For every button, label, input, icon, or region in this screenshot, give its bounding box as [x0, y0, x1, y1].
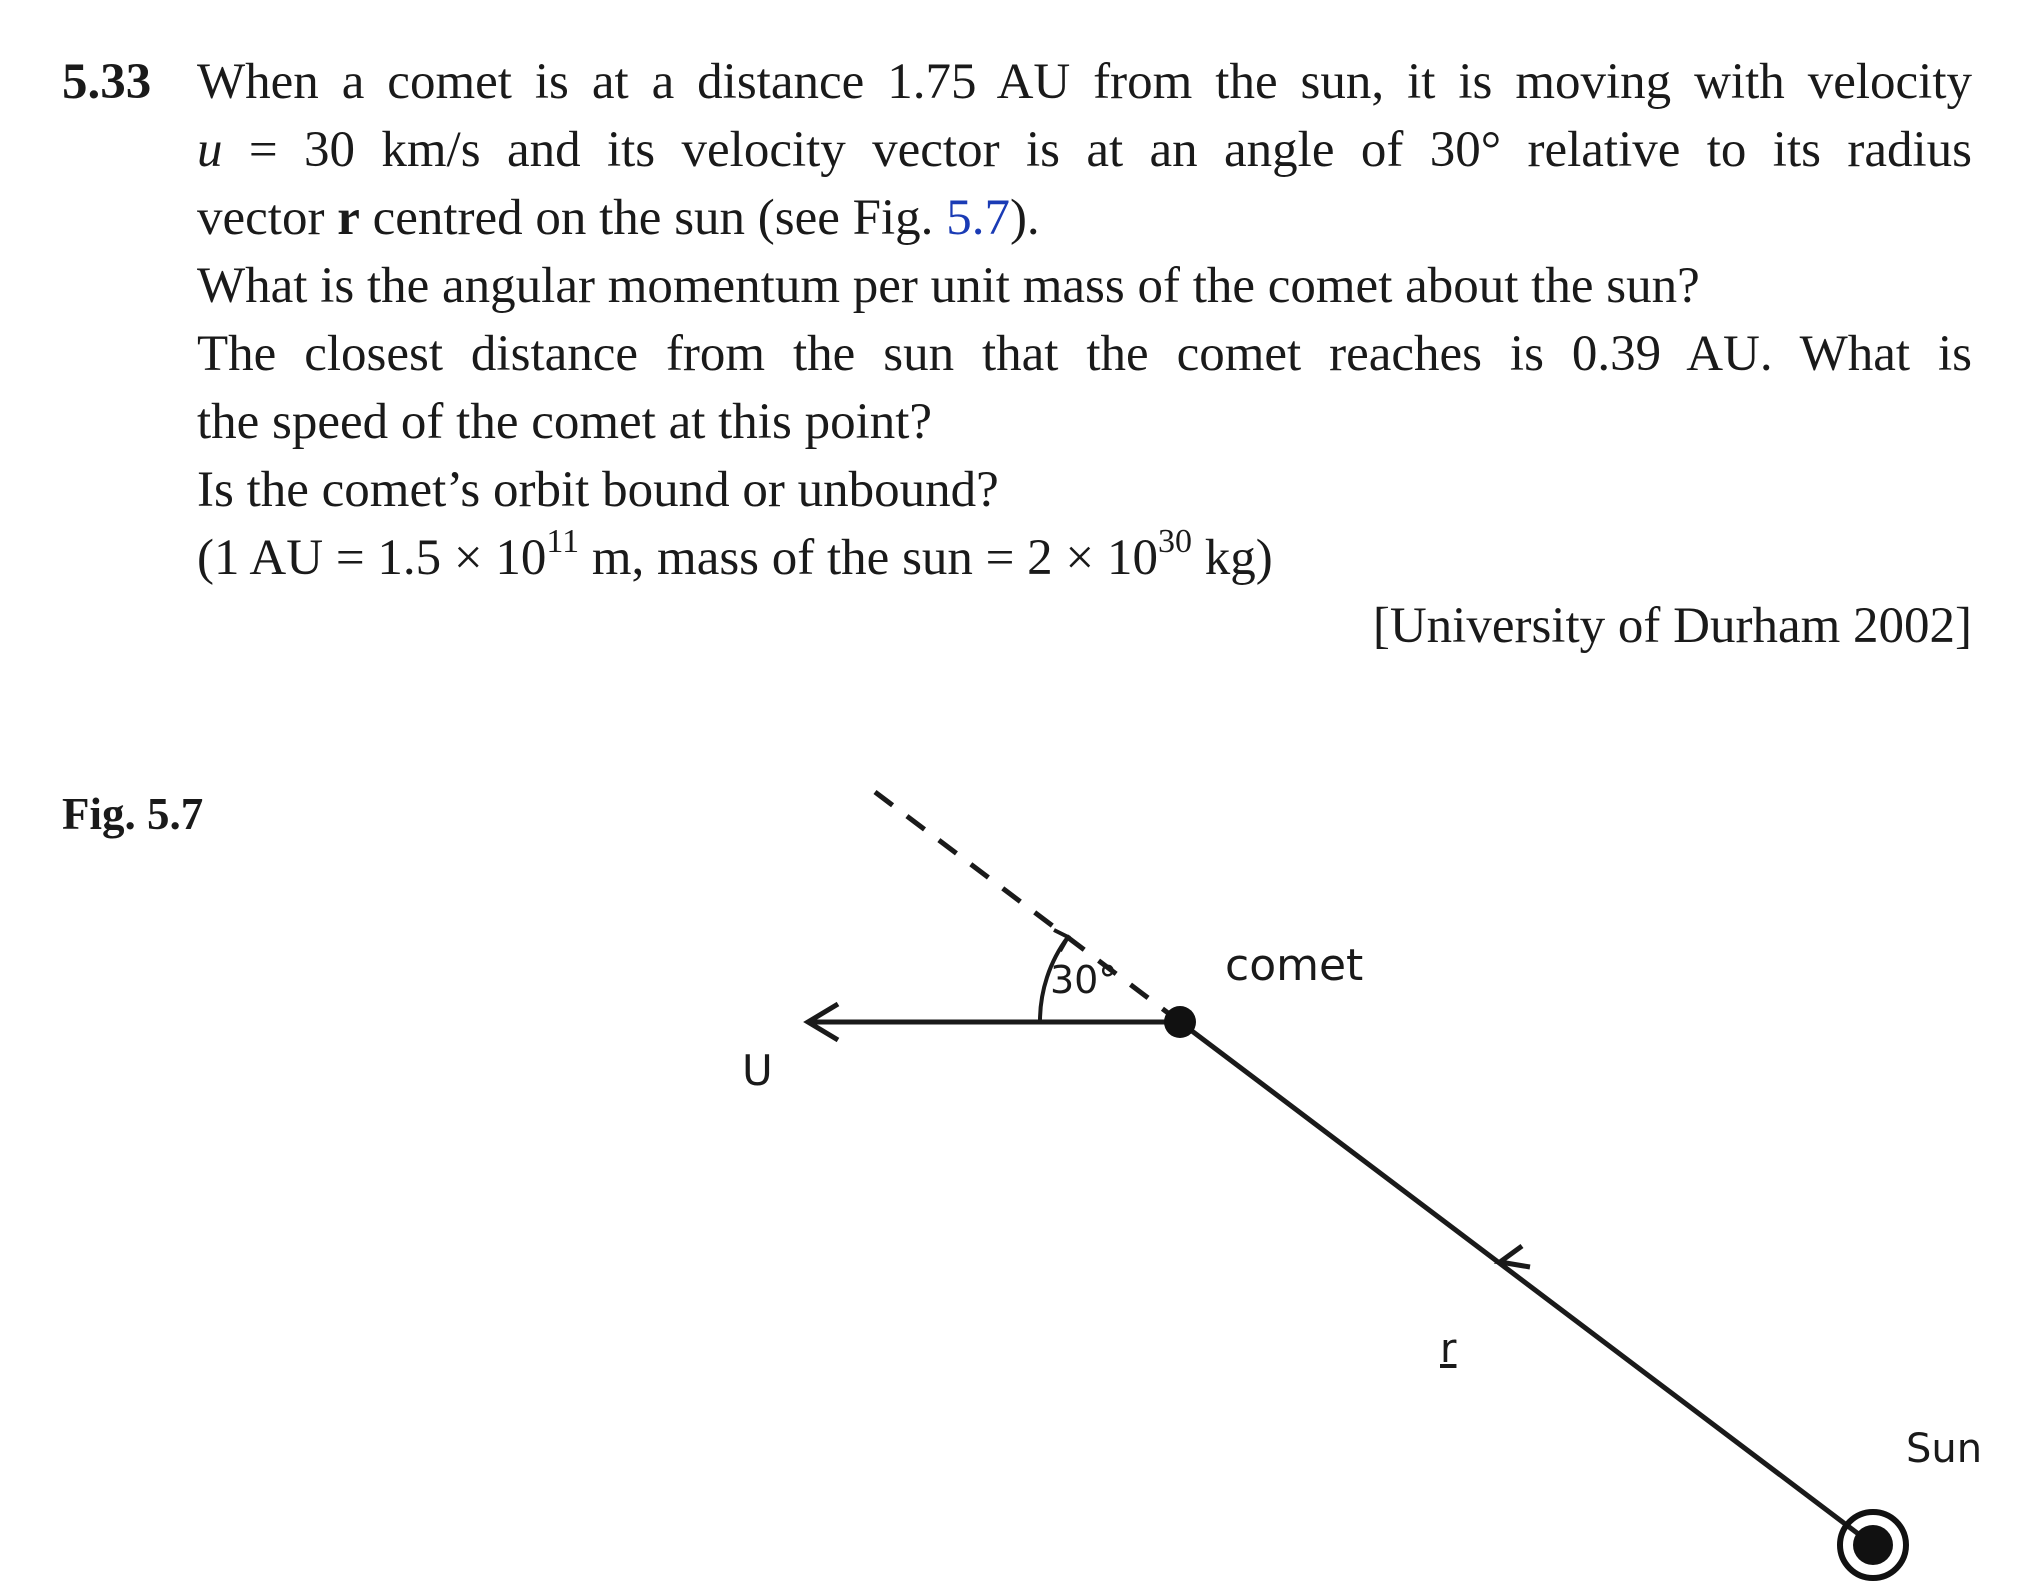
au-exponent: 11	[546, 523, 580, 560]
mass-exponent: 30	[1157, 523, 1192, 560]
problem-line-3-pre: vector	[197, 190, 338, 246]
angle-arc-arrowhead	[1054, 930, 1068, 951]
question-bound: Is the comet’s orbit bound or unbound?	[197, 462, 999, 518]
constants-au: (1 AU = 1.5 × 10	[197, 530, 547, 586]
sun-dot	[1853, 1525, 1893, 1565]
radius-label: r	[1440, 1326, 1457, 1372]
question-closest-distance: The closest distance from the sun that the comet reaches is 0.39 AU. What is	[197, 326, 1972, 382]
question-speed: the speed of the comet at this point?	[197, 394, 933, 450]
problem-line-3-mid: centred on the sun (see Fig.	[359, 190, 947, 246]
figure-reference-link[interactable]: 5.7	[946, 190, 1010, 246]
problem-line-1: When a comet is at a distance 1.75 AU from the sun, it is moving with velocity	[197, 54, 1972, 110]
comet-dot	[1164, 1006, 1196, 1038]
radius-vector-arrowhead	[1500, 1246, 1530, 1267]
velocity-variable: u	[197, 122, 223, 178]
velocity-label: U	[742, 1046, 773, 1095]
source-citation: [University of Durham 2002]	[1372, 598, 1972, 654]
question-angular-momentum: What is the angular momentum per unit mass of the comet about the sun?	[197, 258, 1700, 314]
comet-label: comet	[1225, 940, 1364, 991]
radius-extension-dashed-line	[875, 792, 1180, 1022]
figure-label: Fig. 5.7	[62, 789, 204, 839]
problem-line-2-text: = 30 km/s and its velocity vector is at an angle of 30° relative to its radius	[222, 122, 1972, 178]
angle-label: 30°	[1050, 958, 1118, 1002]
constants-unit: kg)	[1191, 530, 1273, 586]
radius-vector-symbol: r	[337, 190, 360, 246]
problem-line-3-post: ).	[1009, 190, 1040, 246]
problem-number: 5.33	[62, 54, 152, 110]
radius-vector-line	[1180, 1022, 1873, 1545]
constants-mass: m, mass of the sun = 2 × 10	[579, 530, 1158, 586]
sun-label: Sun	[1906, 1426, 1983, 1472]
